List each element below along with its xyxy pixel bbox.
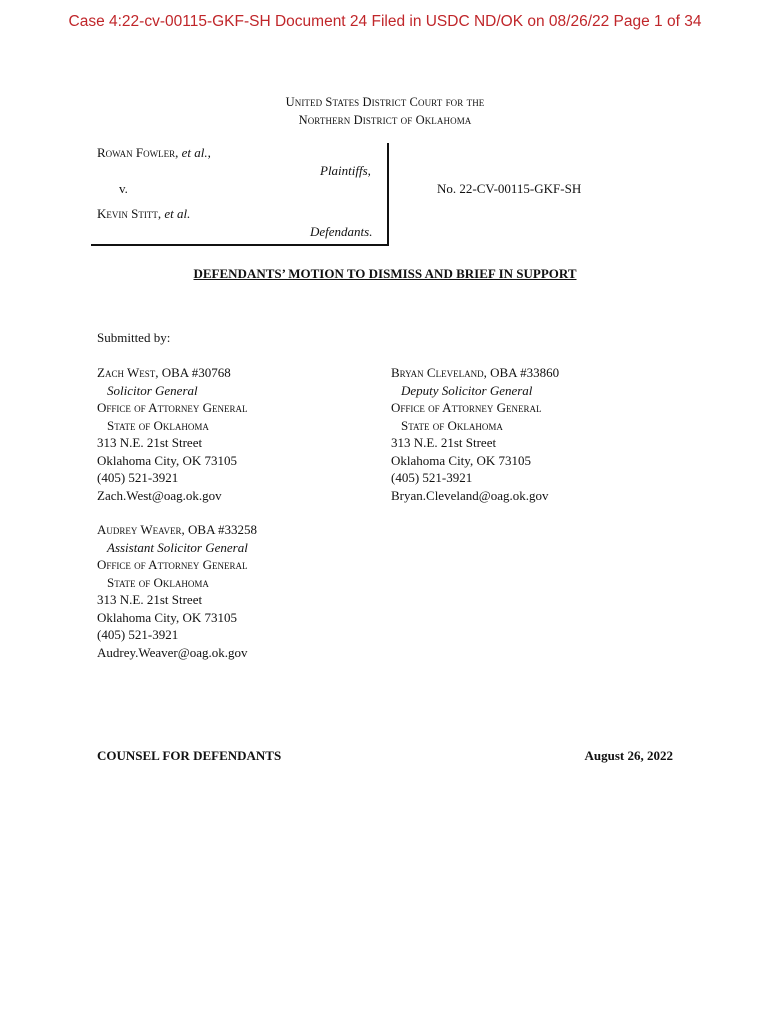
counsel-phone: (405) 521-3921	[97, 627, 179, 642]
plaintiff-etal: et al.,	[181, 145, 211, 160]
counsel-bar-number: , OBA #33860	[483, 365, 560, 380]
plaintiffs-label: Plaintiffs,	[320, 163, 371, 178]
counsel-email: Zach.West@oag.ok.gov	[97, 487, 222, 503]
counsel-bar-number: , OBA #30768	[155, 365, 231, 380]
caption-vertical-rule	[387, 143, 389, 246]
counsel-name-line	[97, 364, 248, 382]
counsel-street: 313 N.E. 21st Street	[391, 435, 497, 450]
versus: v.	[119, 181, 128, 196]
plaintiff-name: Rowan Fowler,	[97, 145, 179, 160]
defendants-label: Defendants.	[310, 224, 373, 239]
submitted-by: Submitted by:	[97, 330, 171, 345]
counsel-name-line	[97, 521, 257, 539]
plaintiff-party	[97, 145, 211, 161]
counsel-block-cleveland	[391, 364, 559, 504]
counsel-state: State of Oklahoma	[401, 417, 503, 433]
caption-horizontal-rule	[91, 244, 389, 246]
counsel-block-weaver	[97, 521, 257, 661]
counsel-city: Oklahoma City, OK 73105	[97, 452, 237, 468]
court-name-line-2: Northern District of Oklahoma	[298, 113, 472, 127]
counsel-phone: (405) 521-3921	[97, 470, 179, 485]
counsel-city: Oklahoma City, OK 73105	[97, 609, 237, 625]
counsel-office: Office of Attorney General	[391, 400, 542, 415]
counsel-city: Oklahoma City, OK 73105	[391, 452, 531, 468]
document-title: DEFENDANTS’ MOTION TO DISMISS AND BRIEF IN SUPPORT	[193, 266, 577, 281]
counsel-name: Audrey Weaver	[97, 522, 182, 537]
counsel-for-defendants: COUNSEL FOR DEFENDANTS	[97, 748, 282, 763]
counsel-state: State of Oklahoma	[107, 417, 209, 433]
counsel-name: Bryan Cleveland	[391, 365, 484, 380]
counsel-name: Zach West	[97, 365, 156, 380]
case-header-stamp: Case 4:22-cv-00115-GKF-SH Document 24 Filed in USDC ND/OK on 08/26/22 Page 1 of 34	[68, 13, 702, 30]
defendant-etal: et al.	[164, 206, 191, 221]
counsel-office: Office of Attorney General	[97, 400, 248, 415]
counsel-role: Assistant Solicitor General	[107, 539, 248, 555]
defendant-name: Kevin Stitt,	[97, 206, 162, 221]
counsel-office: Office of Attorney General	[97, 557, 248, 572]
court-name-line-1: United States District Court for the	[285, 95, 485, 109]
counsel-role: Deputy Solicitor General	[401, 382, 533, 398]
counsel-bar-number: , OBA #33258	[181, 522, 257, 537]
filing-date: August 26, 2022	[584, 748, 673, 763]
counsel-phone: (405) 521-3921	[391, 470, 473, 485]
counsel-name-line	[391, 364, 559, 382]
counsel-block-west	[97, 364, 248, 504]
defendant-party	[97, 206, 190, 222]
case-number: No. 22-CV-00115-GKF-SH	[437, 181, 582, 196]
counsel-street: 313 N.E. 21st Street	[97, 592, 203, 607]
counsel-email: Audrey.Weaver@oag.ok.gov	[97, 644, 248, 660]
counsel-role: Solicitor General	[107, 382, 198, 398]
counsel-street: 313 N.E. 21st Street	[97, 435, 203, 450]
counsel-state: State of Oklahoma	[107, 574, 209, 590]
counsel-email: Bryan.Cleveland@oag.ok.gov	[391, 487, 549, 503]
